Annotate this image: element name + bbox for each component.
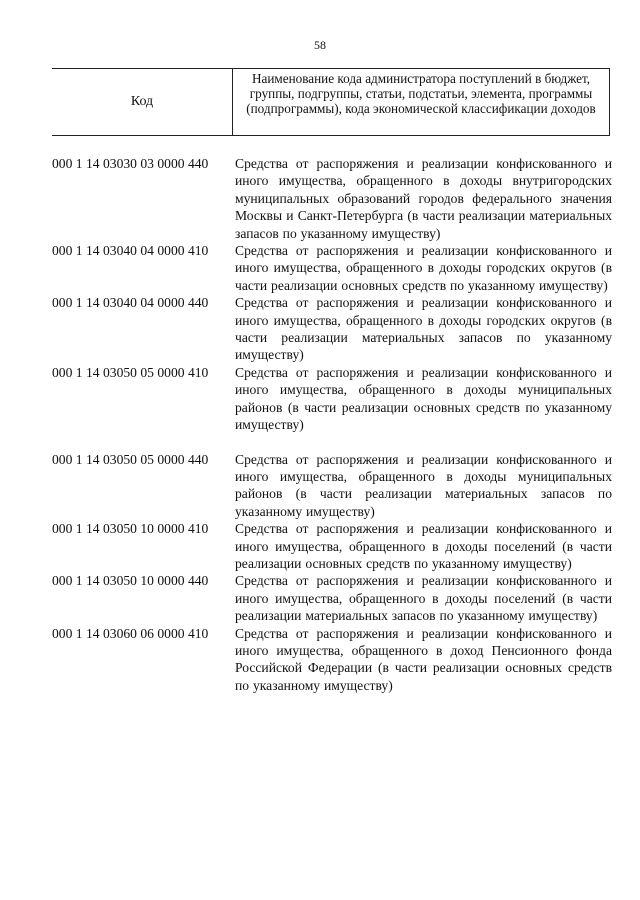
table-row <box>52 451 612 521</box>
row-code: 000 1 14 03050 05 0000 440 <box>52 451 209 467</box>
row-description: Средства от распоряжения и реализации конфискованного и иного имущества, обращенного в доходы муниципальных районов (в части реализации основных средств по указанному имуществу) <box>235 364 612 433</box>
row-code: 000 1 14 03040 04 0000 410 <box>52 243 209 259</box>
page-number: 58 <box>314 38 326 52</box>
row-code: 000 1 14 03050 10 0000 410 <box>52 521 209 537</box>
row-description: Средства от распоряжения и реализации конфискованного и иного имущества, обращенного в доход Пенсионного фонда Российской Федерации (в части реализации основных средств по указанному имуществу) <box>235 625 612 693</box>
row-code: 000 1 14 03050 10 0000 440 <box>52 573 209 589</box>
row-code: 000 1 14 03050 05 0000 410 <box>52 364 209 380</box>
table-row <box>52 294 612 364</box>
row-description: Средства от распоряжения и реализации конфискованного и иного имущества, обращенного в доходы муниципальных районов (в части реализации материальных запасов по указанному имуществу) <box>235 451 612 519</box>
row-description: Средства от распоряжения и реализации конфискованного и иного имущества, обращенного в доходы внутригородских муниципальных образований городов федерального значения Москвы и Санкт-Петербурга (в части реализации материальных запасов по указанному имуществу) <box>235 156 612 241</box>
row-description: Средства от распоряжения и реализации конфискованного и иного имущества, обращенного в доходы поселений (в части реализации материальных запасов по указанному имуществу) <box>235 573 612 624</box>
table-row <box>52 242 612 294</box>
table-body <box>52 155 612 694</box>
row-description: Средства от распоряжения и реализации конфискованного и иного имущества, обращенного в доходы городских округов (в части реализации материальных запасов по указанному имуществу) <box>235 295 612 363</box>
table-row <box>52 364 612 434</box>
table-row <box>52 520 612 572</box>
row-description: Средства от распоряжения и реализации конфискованного и иного имущества, обращенного в доходы поселений (в части реализации основных средств по указанному имуществу) <box>235 521 612 571</box>
table-row <box>52 625 612 695</box>
table-header <box>52 68 610 136</box>
header-name-column: Наименование кода администратора поступлений в бюджет, группы, подгруппы, статьи, подстатьи, элемента, программы (подпрограммы), кода экономической классификации доходов <box>233 69 610 135</box>
row-code: 000 1 14 03040 04 0000 440 <box>52 295 209 311</box>
table-row <box>52 572 612 624</box>
row-code: 000 1 14 03060 06 0000 410 <box>52 625 209 641</box>
row-description: Средства от распоряжения и реализации конфискованного и иного имущества, обращенного в доходы городских округов (в части реализации основных средств по указанному имуществу) <box>235 243 612 293</box>
row-code: 000 1 14 03030 03 0000 440 <box>52 156 209 171</box>
table-row <box>52 155 612 242</box>
header-code-column: Код <box>52 69 233 135</box>
